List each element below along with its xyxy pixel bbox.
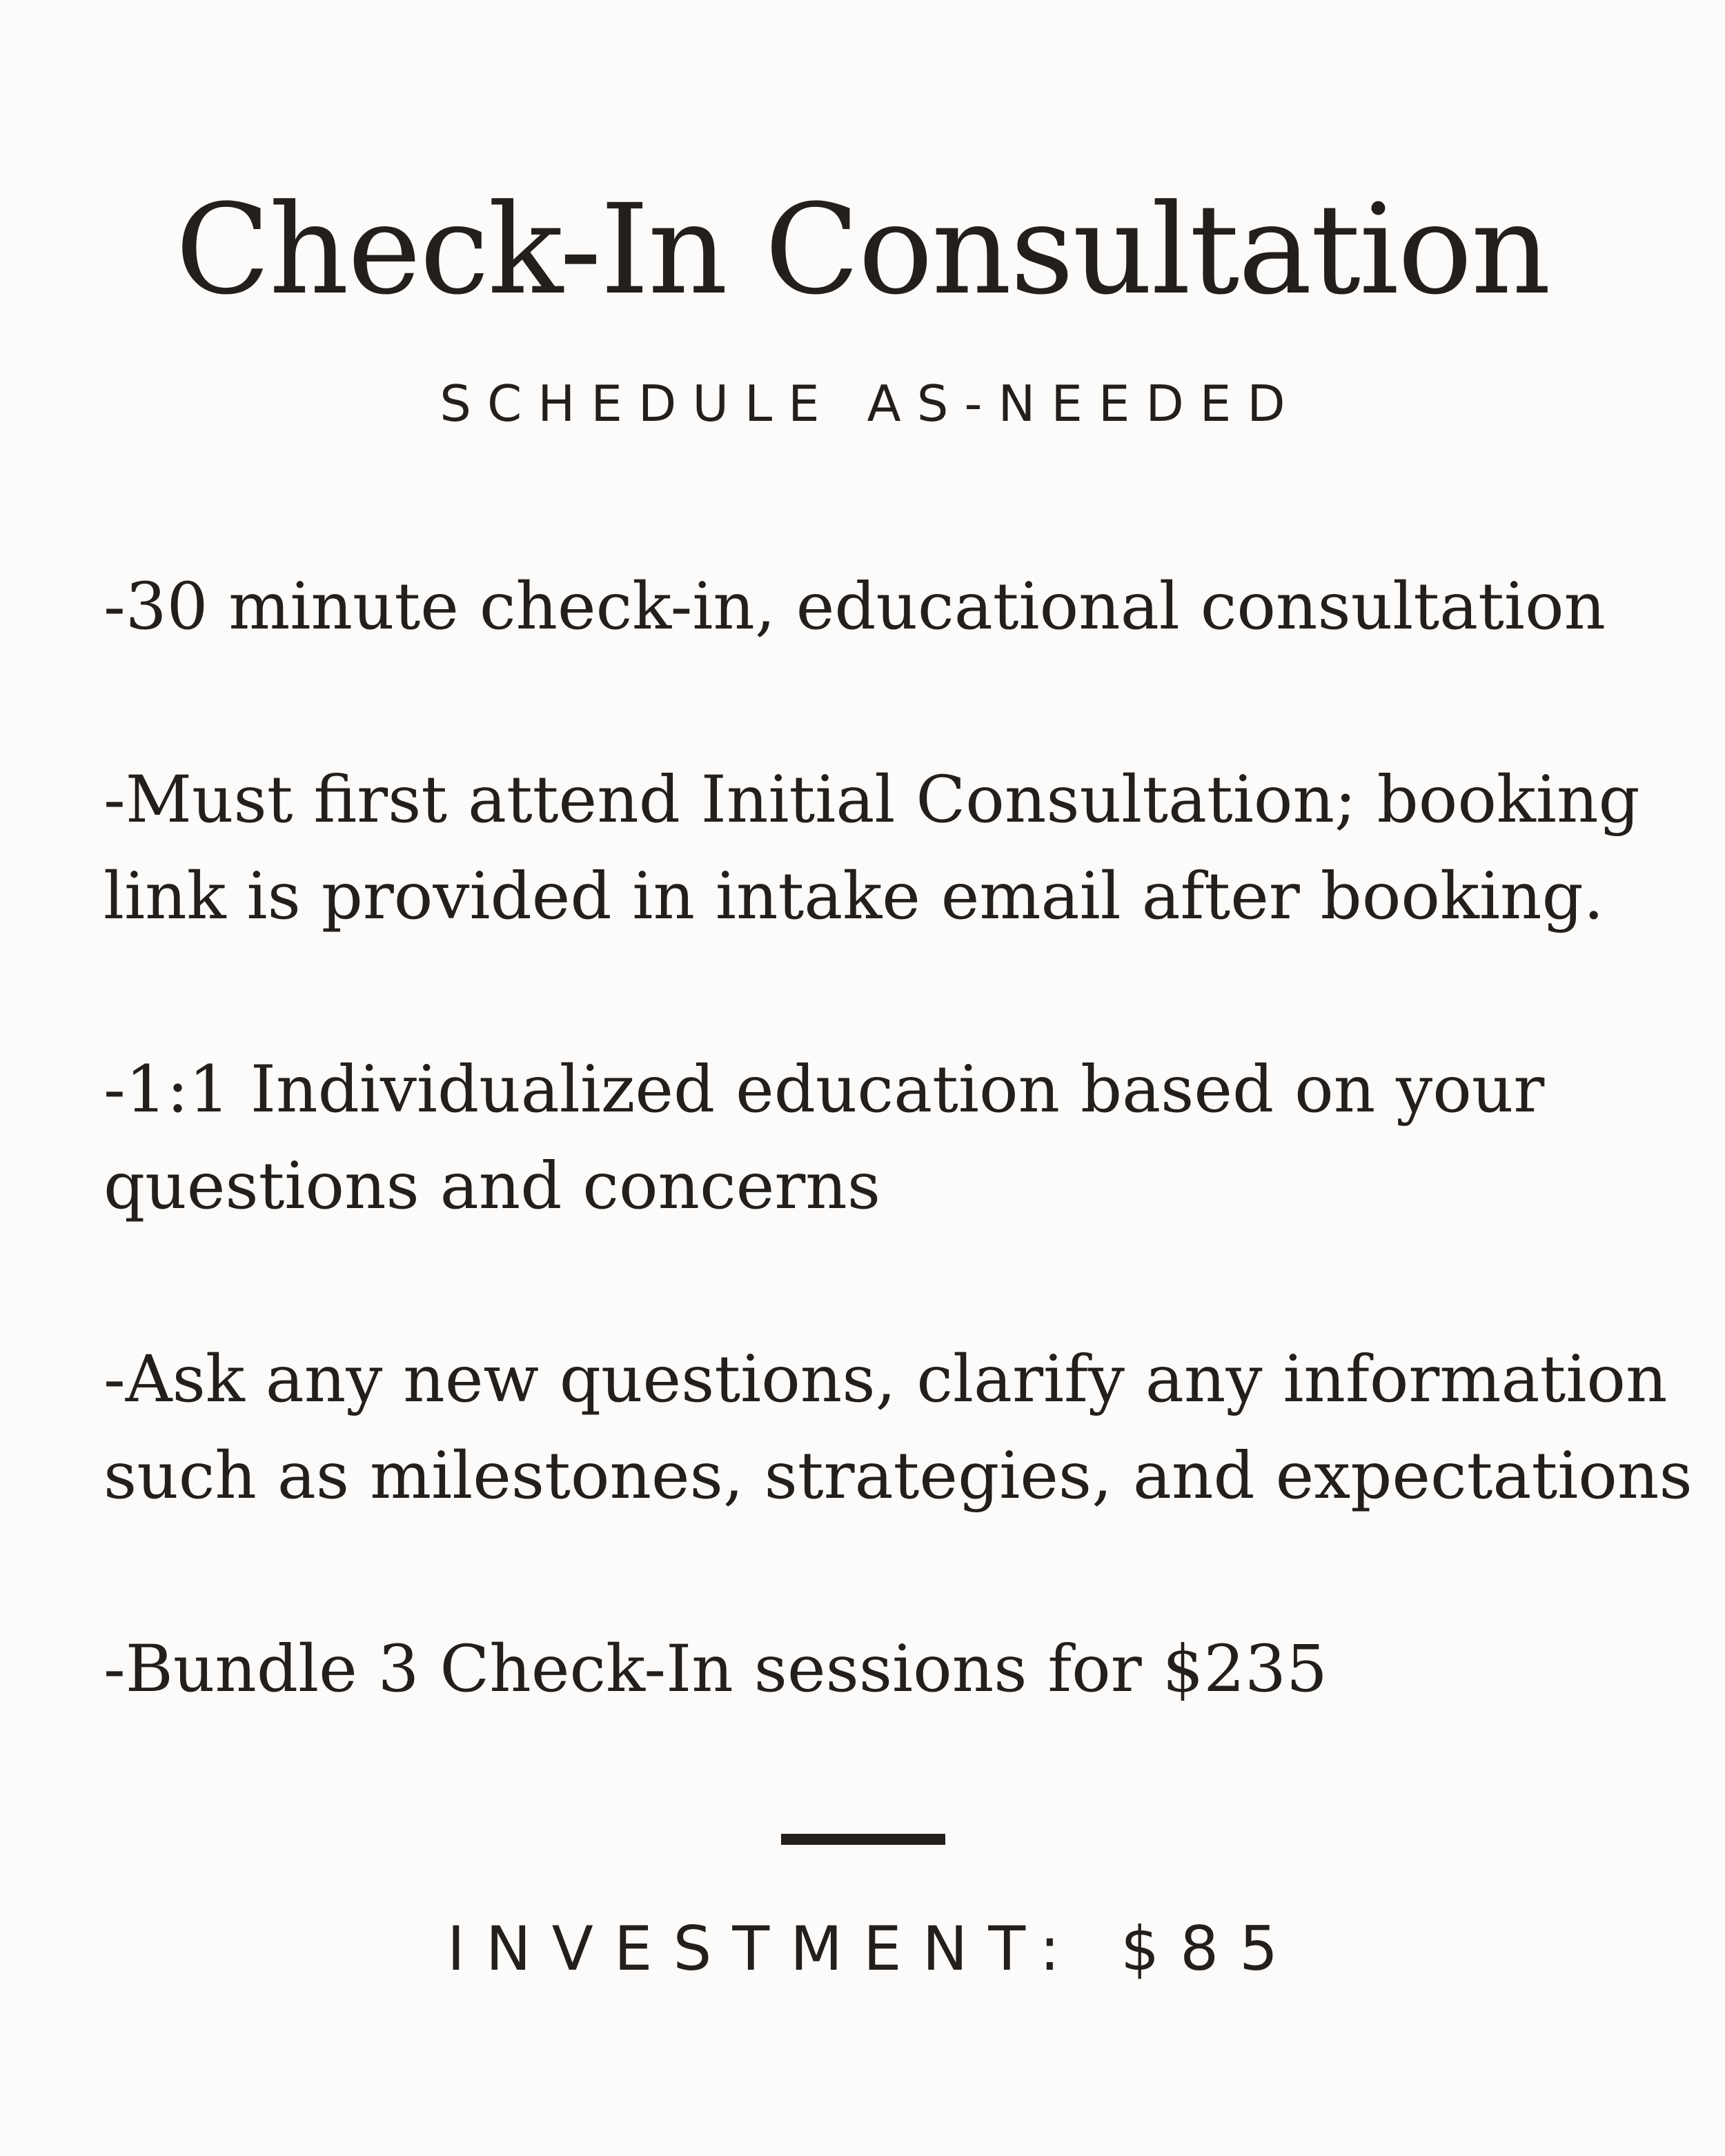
detail-line: questions and concerns [103,1149,881,1224]
detail-line: link is provided in intake email after booking. [103,859,1604,934]
details-list [103,559,1693,1814]
detail-line: -1:1 Individualized education based on your [103,1052,1545,1127]
investment-price: INVESTMENT: $85 [446,1913,1299,1984]
page-title: Check-In Consultation [175,178,1550,322]
detail-line: -Must first attend Initial Consultation; booking [103,762,1640,838]
detail-line: -Bundle 3 Check-In sessions for $235 [103,1632,1328,1707]
detail-line: such as milestones, strategies, and expectations [103,1438,1693,1514]
detail-line: -Ask any new questions, clarify any information [103,1342,1668,1417]
detail-item-bundle [103,1621,1656,1718]
detail-item-duration [103,559,1656,655]
section-divider [781,1834,945,1845]
detail-item-education [103,1042,1656,1235]
page-subtitle: SCHEDULE AS-NEEDED [440,375,1301,433]
detail-item-questions [103,1332,1693,1525]
detail-item-prerequisite [103,752,1656,945]
detail-line: -30 minute check-in, educational consultation [103,569,1606,644]
